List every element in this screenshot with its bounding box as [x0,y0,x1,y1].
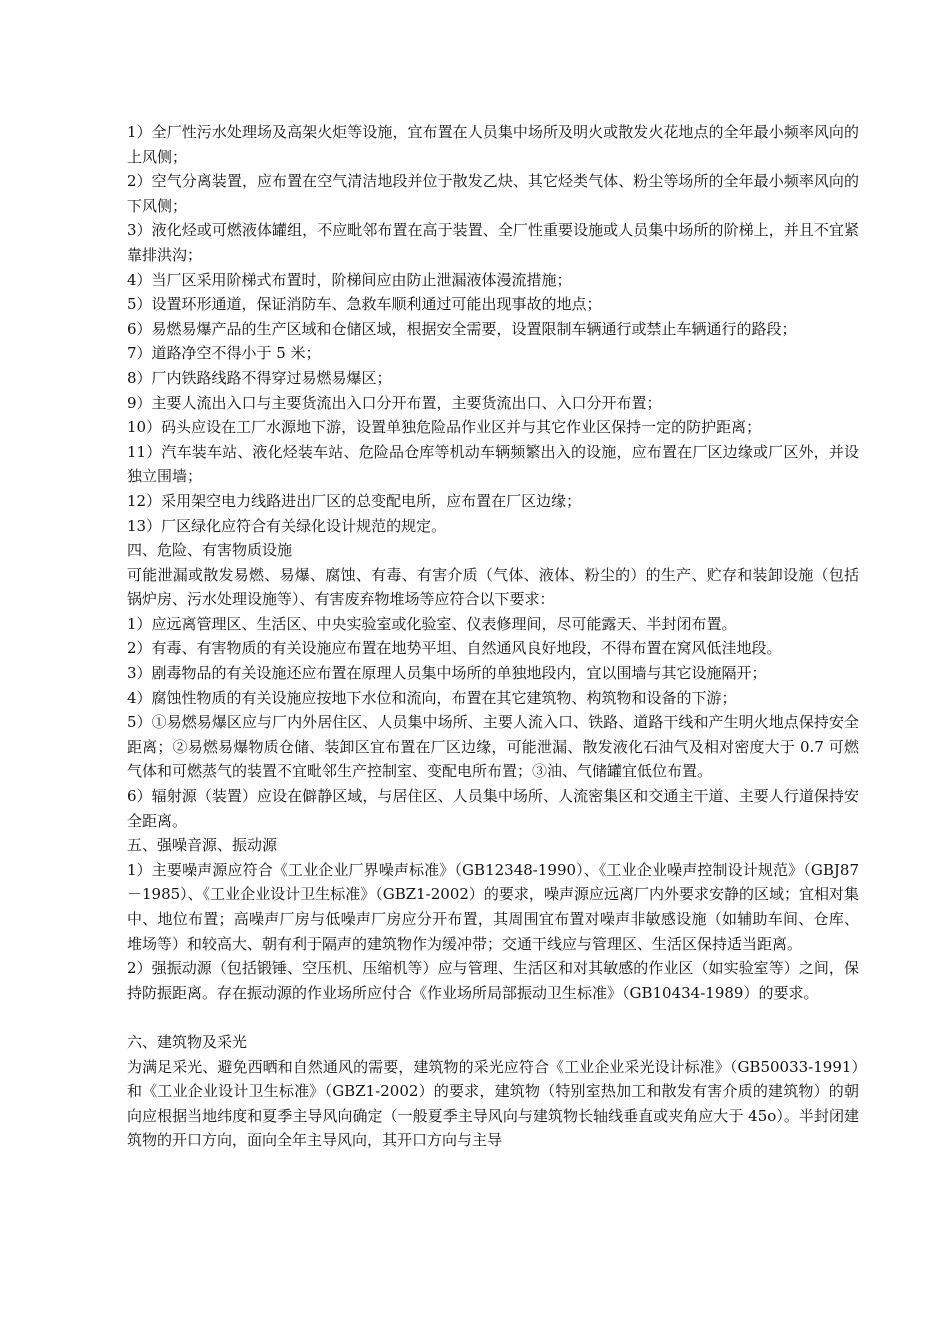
list-item: 2）有毒、有害物质的有关设施应布置在地势平坦、自然通风良好地段，不得布置在窝风低洼地段。 [127,639,782,658]
list-item: 8）厂内铁路线路不得穿过易燃易爆区； [127,368,392,387]
list-item: 12）采用架空电力线路进出厂区的总变配电所，应布置在厂区边缘； [127,491,582,510]
document-page [127,120,859,1153]
list-item: 13）厂区绿化应符合有关绿化设计规范的规定。 [127,516,447,535]
list-item: 6）易燃易爆产品的生产区域和仓储区域，根据安全需要，设置限制车辆通行或禁止车辆通行的路段； [127,319,797,338]
section-heading-hazardous: 四、危险、有害物质设施 [127,541,293,560]
list-item: 3）剧毒物品的有关设施还应布置在原理人员集中场所的单独地段内，宜以围墙与其它设施隔开； [127,664,767,683]
section-heading-buildings: 六、建筑物及采光 [127,1032,248,1051]
list-item: 4）当厂区采用阶梯式布置时，阶梯间应由防止泄漏液体漫流措施； [127,270,572,289]
list-item: 2）空气分离装置，应布置在空气清洁地段并位于散发乙炔、其它烃类气体、粉尘等场所的全年最小频率风向的下风侧； [127,172,859,215]
list-item: 2）强振动源（包括锻锤、空压机、压缩机等）应与管理、生活区和对其敏感的作业区（如实验室等）之间，保持防振距离。存在振动源的作业场所应付合《作业场所局部振动卫生标准》（GB10434-1989）的要求。 [127,959,859,1002]
list-item: 11）汽车装车站、液化烃装车站、危险品仓库等机动车辆频繁出入的设施，应布置在厂区边缘或厂区外，并设独立围墙； [127,442,859,486]
blank-line [127,1005,859,1030]
list-item: 4）腐蚀性物质的有关设施应按地下水位和流向，布置在其它建筑物、构筑物和设备的下游； [127,688,737,707]
list-item: 10）码头应设在工厂水源地下游，设置单独危险品作业区并与其它作业区保持一定的防护距离； [127,418,762,437]
list-item: 1）全厂性污水处理场及高架火炬等设施，宜布置在人员集中场所及明火或散发火花地点的全年最小频率风向的上风侧； [127,123,859,166]
list-item: 1）主要噪声源应符合《工业企业厂界噪声标准》（GB12348-1990）、《工业企业噪声控制设计规范》（GBJ87－1985）、《工业企业设计卫生标准》（GBZ1-2002）的要求，噪声源应远离厂内外要求安静的区域；宜相对集中、地位布置；高噪声厂房与低噪声厂房应分开布置，其周围宜布置对噪声非敏感设施（如辅助车间、仓库、堆场等）和较高大、朝有利于隔声的建筑物作为缓冲带；交通干线应与管理区、生活区保持适当距离。 [127,860,859,953]
list-item: 6）辐射源（装置）应设在僻静区域，与居住区、人员集中场所、人流密集区和交通主干道、主要人行道保持安全距离。 [127,787,859,830]
section-body: 为满足采光、避免西晒和自然通风的需要，建筑物的采光应符合《工业企业采光设计标准》（GB50033-1991）和《工业企业设计卫生标准》（GBZ1-2002）的要求，建筑物（特别室热加工和散发有害介质的建筑物）的朝向应根据当地纬度和夏季主导风向确定（一般夏季主导风向与建筑物长轴线垂直或夹角应大于 45o）。半封闭建筑物的开口方向，面向全年主导风向，其开口方向与主导 [127,1057,859,1150]
list-item: 9）主要人流出入口与主要货流出入口分开布置，主要货流出口、入口分开布置； [127,393,662,412]
list-item: 5）①易燃易爆区应与厂内外居住区、人员集中场所、主要人流入口、铁路、道路干线和产生明火地点保持安全距离；②易燃易爆物质仓储、装卸区宜布置在厂区边缘，可能泄漏、散发液化石油气及相对密度大于 0.7 可燃气体和可燃蒸气的装置不宜毗邻生产控制室、变配电所布置；③油、气储罐宜低位布置。 [127,713,859,781]
section-heading-noise: 五、强噪音源、振动源 [127,836,278,855]
section-intro: 可能泄漏或散发易燃、易爆、腐蚀、有毒、有害介质（气体、液体、粉尘的）的生产、贮存和装卸设施（包括锅炉房、污水处理设施等）、有害废弃物堆场等应符合以下要求： [127,565,859,609]
list-item: 5）设置环形通道，保证消防车、急救车顺利通过可能出现事故的地点； [127,295,602,314]
list-item: 3）液化烃或可燃液体罐组，不应毗邻布置在高于装置、全厂性重要设施或人员集中场所的阶梯上，并且不宜紧靠排洪沟； [127,221,859,264]
list-item: 7）道路净空不得小于 5 米； [127,344,321,363]
list-item: 1）应远离管理区、生活区、中央实验室或化验室、仪表修理间，尽可能露天、半封闭布置。 [127,614,737,633]
